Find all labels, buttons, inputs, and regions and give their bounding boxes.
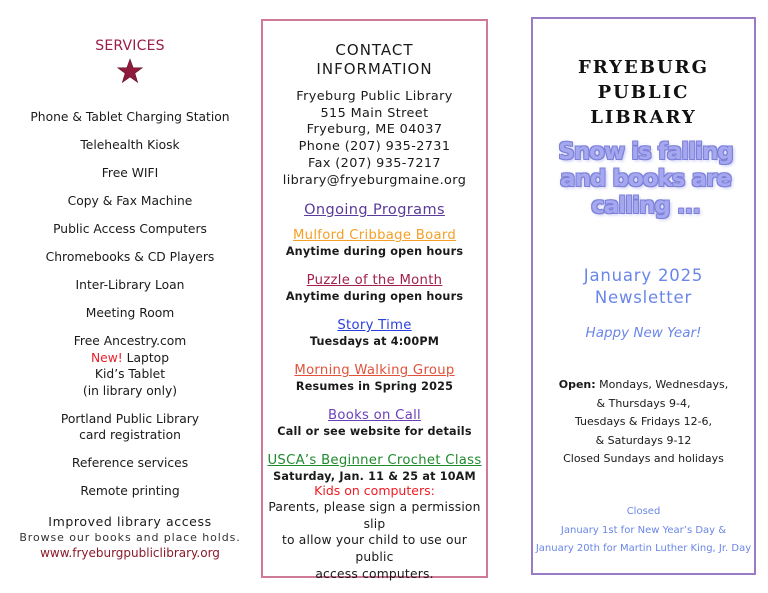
- laptop-line: New! Laptop: [90, 350, 170, 365]
- program-item: [263, 452, 486, 484]
- services-panel: [0, 0, 260, 593]
- service-item: Inter-Library Loan: [75, 278, 185, 292]
- program-name: Books on Call: [327, 408, 422, 423]
- contact-heading: CONTACT INFORMATION: [316, 41, 433, 78]
- website-link[interactable]: www.fryeburgpubliclibrary.org: [40, 546, 220, 560]
- program-name: Puzzle of the Month: [306, 273, 443, 288]
- open-label: Open:: [558, 378, 596, 391]
- service-item-portland: Portland Public Library card registration: [60, 411, 200, 442]
- email-link[interactable]: library@fryeburgmaine.org: [282, 172, 467, 188]
- program-name: Morning Walking Group: [294, 363, 455, 378]
- program-item: [263, 407, 486, 439]
- program-item: [263, 272, 486, 304]
- open-hours: Open: Mondays, Wednesdays, & Thursdays 9-4, Tuesdays & Fridays 12-6, & Saturdays 9-12 Closed Sundays and holidays: [558, 378, 729, 465]
- kids-title: Kids on computers:: [314, 483, 435, 498]
- programs-heading: Ongoing Programs: [304, 202, 445, 218]
- program-desc: Tuesdays at 4:00PM: [309, 335, 440, 348]
- programs-list: [263, 227, 486, 497]
- service-item: Copy & Fax Machine: [67, 194, 193, 208]
- program-item: [263, 362, 486, 394]
- service-item: Chromebooks & CD Players: [45, 250, 215, 264]
- library-access-block: [0, 514, 260, 562]
- service-item: Reference services: [71, 456, 189, 470]
- service-item: Phone & Tablet Charging Station: [30, 110, 230, 124]
- service-item: Free WIFI: [101, 166, 159, 180]
- program-desc: Call or see website for details: [277, 425, 472, 438]
- program-item: [263, 317, 486, 349]
- program-name: Mulford Cribbage Board: [292, 228, 456, 243]
- cover-panel: [531, 17, 756, 575]
- program-desc: Anytime during open hours: [285, 245, 464, 258]
- access-title: Improved library access: [48, 514, 212, 529]
- program-desc: Anytime during open hours: [285, 290, 464, 303]
- tablet-line: Kid’s Tablet: [94, 367, 166, 381]
- contact-address: [263, 89, 486, 189]
- service-item: Telehealth Kiosk: [80, 138, 180, 152]
- access-subtitle: Browse our books and place holds.: [19, 531, 241, 544]
- city-state-zip: Fryeburg, ME 04037: [306, 122, 443, 138]
- program-name: Story Time: [337, 318, 412, 333]
- street: 515 Main Street: [320, 105, 429, 121]
- program-desc: Resumes in Spring 2025: [295, 380, 454, 393]
- service-item: Meeting Room: [85, 306, 175, 320]
- program-item: [263, 227, 486, 259]
- services-title: SERVICES: [95, 38, 165, 54]
- program-desc: Saturday, Jan. 11 & 25 at 10AM: [273, 470, 476, 483]
- library-title: FRYEBURG PUBLIC LIBRARY: [578, 57, 709, 128]
- new-badge: New!: [90, 350, 123, 365]
- library-name: Fryeburg Public Library: [296, 89, 453, 104]
- contact-panel: [261, 19, 488, 581]
- service-item: Public Access Computers: [53, 222, 207, 236]
- snow-wordart: Snow is falling and books are calling ...: [558, 139, 733, 219]
- greeting: Happy New Year!: [585, 325, 702, 341]
- star-icon: [117, 58, 143, 84]
- service-item: Remote printing: [80, 484, 180, 498]
- services-list: [0, 109, 260, 511]
- newsletter-title: January 2025 Newsletter: [583, 266, 704, 307]
- kids-notice: Kids on computers: Parents, please sign a permission slip to allow your child to use our public access computers.: [263, 482, 486, 583]
- ancestry-line: Free Ancestry.com: [73, 334, 187, 348]
- closure-notice: Closed January 1st for New Year’s Day & January 20th for Martin Luther King, Jr. Day: [535, 506, 752, 554]
- fax: Fax (207) 935-7217: [308, 155, 441, 171]
- service-item-ancestry: [0, 333, 260, 399]
- program-name: USCA’s Beginner Crochet Class: [267, 453, 482, 468]
- in-library-note: (in library only): [82, 383, 178, 398]
- phone: Phone (207) 935-2731: [298, 139, 451, 155]
